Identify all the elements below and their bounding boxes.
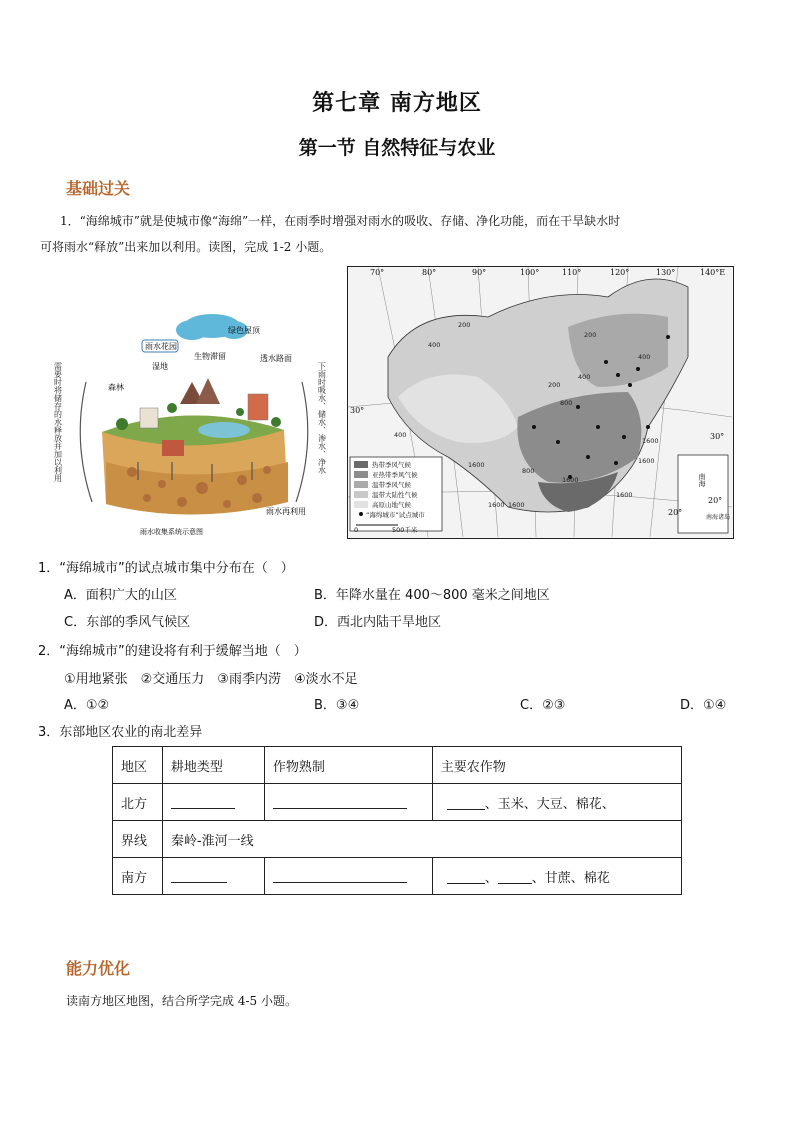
label-rain-reuse: 雨水再利用 — [266, 507, 306, 516]
legend-subtropical: 亚热带季风气候 — [372, 471, 418, 479]
q1-option-d[interactable]: D．西北内陆干旱地区 — [314, 615, 442, 630]
label-permeable-road: 透水路面 — [260, 354, 292, 363]
contour-label: 1600 — [616, 491, 633, 499]
lon-90: 90° — [472, 268, 487, 277]
north-land-blank[interactable] — [162, 784, 264, 821]
header-land-type: 耕地类型 — [162, 747, 264, 784]
table-row — [113, 821, 682, 858]
q1-option-b[interactable]: B．年降水量在 400～800 毫米之间地区 — [314, 588, 550, 603]
label-wetland: 湿地 — [152, 362, 168, 371]
legend-plateau: 高原山地气候 — [372, 501, 411, 509]
table-row — [113, 784, 682, 821]
contour-label: 200 — [458, 321, 471, 329]
south-crops-sep: 、 — [484, 870, 498, 886]
lon-110: 110° — [562, 268, 582, 277]
cell-boundary: 界线 — [113, 821, 163, 858]
legend-sponge-city: “海绵城市”试点城市 — [366, 511, 425, 519]
header-region: 地区 — [113, 747, 163, 784]
chapter-title: 第七章 南方地区 — [312, 91, 482, 116]
contour-label: 1600 — [562, 476, 579, 484]
contour-label: 800 — [522, 467, 535, 475]
label-green-roof: 绿色屋顶 — [228, 326, 260, 335]
contour-label: 400 — [428, 341, 441, 349]
lon-70: 70° — [370, 268, 385, 277]
south-crop-blank-2[interactable] — [498, 869, 532, 884]
contour-label: 1600 — [642, 437, 659, 445]
intro-line-2: 可将雨水“释放”出来加以利用。读图，完成 1-2 小题。 — [40, 240, 332, 254]
sponge-city-illustration — [52, 312, 335, 538]
boundary-value: 秦岭-淮河一线 — [162, 821, 681, 858]
north-crops-text: 、玉米、大豆、棉花、 — [484, 796, 615, 812]
table-row — [113, 747, 682, 784]
q1-option-c[interactable]: C．东部的季风气候区 — [64, 615, 191, 630]
part2-intro: 读南方地区地图，结合所学完成 4-5 小题。 — [66, 994, 297, 1008]
contour-label: 1600 — [508, 501, 525, 509]
inset-sea-label: 南海 — [698, 473, 706, 487]
north-cropping-blank[interactable] — [264, 784, 432, 821]
contour-label: 200 — [584, 331, 597, 339]
left-vertical-text: 需要时将储存的水释放并加以利用 — [53, 362, 63, 482]
section-title: 第一节 自然特征与农业 — [298, 137, 496, 159]
q2-option-b[interactable]: B．③④ — [314, 698, 360, 713]
lon-130: 130° — [656, 268, 676, 277]
question-1-stem: 1．“海绵城市”的试点城市集中分布在（ ） — [38, 561, 294, 576]
q2-option-d[interactable]: D．①④ — [680, 698, 727, 713]
part-heading-ability: 能力优化 — [66, 959, 131, 978]
q1-option-a[interactable]: A．面积广大的山区 — [64, 588, 177, 603]
right-vertical-text: 下雨时吸水、储水、渗水、净水 — [317, 362, 327, 474]
question-2-stem: 2．“海绵城市”的建设将有利于缓解当地（ ） — [38, 644, 307, 659]
lat-20-right: 20° — [708, 496, 723, 505]
south-crop-blank-1[interactable] — [447, 869, 485, 884]
lon-100: 100° — [520, 268, 540, 277]
lon-80: 80° — [422, 268, 437, 277]
south-cropping-blank[interactable] — [264, 858, 432, 895]
legend-temperate-continental: 温带大陆性气候 — [372, 491, 418, 499]
contour-label: 400 — [394, 431, 407, 439]
label-bio-retention: 生物滞留 — [194, 352, 226, 361]
contour-label: 400 — [578, 373, 591, 381]
lat-30-right: 30° — [710, 432, 725, 441]
lat-20-inner: 20° — [668, 508, 683, 517]
scale-zero: 0 — [354, 526, 359, 534]
cell-north: 北方 — [113, 784, 163, 821]
inset-islands-label: 南海诸岛 — [706, 514, 731, 521]
contour-label: 1600 — [638, 457, 655, 465]
contour-label: 400 — [638, 353, 651, 361]
agriculture-table — [112, 746, 682, 895]
header-crops: 主要农作物 — [432, 747, 681, 784]
contour-label: 200 — [548, 381, 561, 389]
north-crops-cell — [432, 784, 681, 821]
q2-option-a[interactable]: A．①② — [64, 698, 110, 713]
south-land-blank[interactable] — [162, 858, 264, 895]
contour-label: 1600 — [468, 461, 485, 469]
lat-30-left: 30° — [350, 406, 365, 415]
legend-temperate-monsoon: 温带季风气候 — [372, 481, 411, 489]
q2-items: ①用地紧张 ②交通压力 ③雨季内涝 ④淡水不足 — [64, 672, 358, 687]
lon-140: 140°E — [700, 268, 726, 277]
table-row — [113, 858, 682, 895]
label-forest: 森林 — [108, 383, 124, 392]
contour-label: 1600 — [488, 501, 505, 509]
scale-value: 500千米 — [392, 526, 418, 534]
figure1-caption: 雨水收集系统示意图 — [140, 528, 203, 536]
q2-option-c[interactable]: C．②③ — [520, 698, 566, 713]
south-crops-cell — [432, 858, 681, 895]
north-crop-blank[interactable] — [447, 795, 485, 810]
cell-south: 南方 — [113, 858, 163, 895]
question-3-stem: 3．东部地区农业的南北差异 — [38, 725, 203, 740]
china-climate-map — [347, 266, 734, 539]
legend-tropical: 热带季风气候 — [372, 461, 411, 469]
label-rain-garden: 雨水花园 — [145, 342, 177, 351]
contour-label: 800 — [560, 399, 573, 407]
south-crops-text: 、甘蔗、棉花 — [531, 870, 610, 886]
part-heading-basic: 基础过关 — [66, 179, 131, 198]
header-cropping: 作物熟制 — [264, 747, 432, 784]
lon-120: 120° — [610, 268, 630, 277]
intro-line-1: 1．“海绵城市”就是使城市像“海绵”一样，在雨季时增强对雨水的吸收、存储、净化功能，而在干旱缺水时 — [60, 214, 621, 228]
